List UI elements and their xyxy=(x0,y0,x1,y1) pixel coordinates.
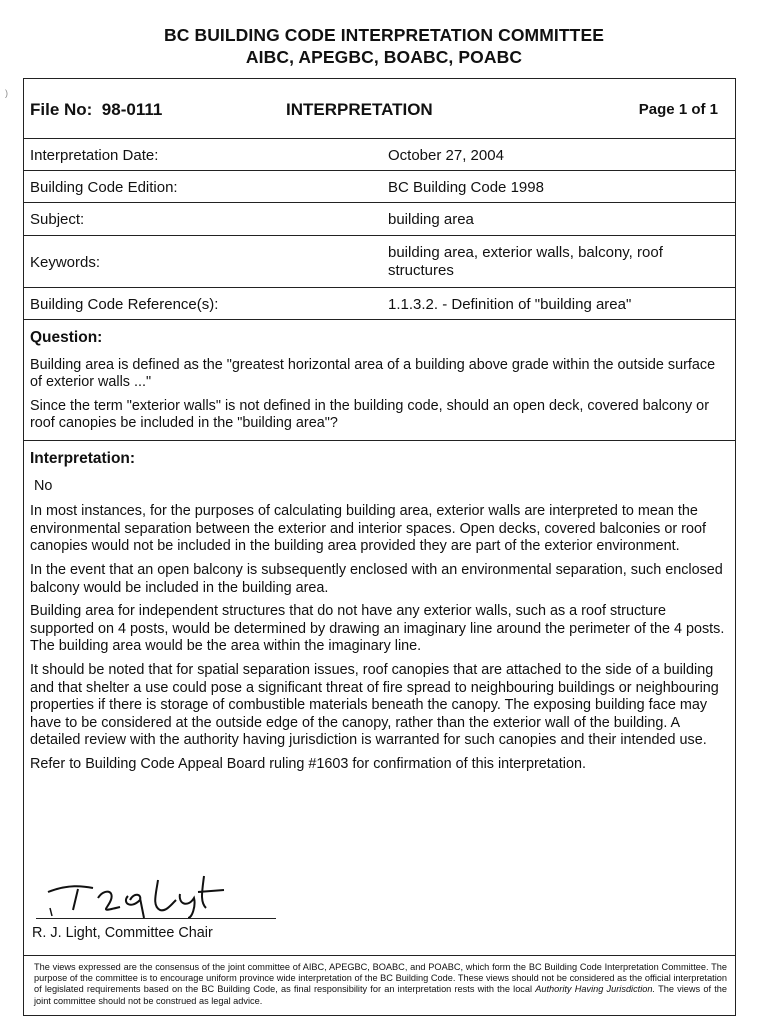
meta-row-reference xyxy=(24,288,735,320)
interpretation-paragraph: In the event that an open balcony is subsequently enclosed with an environmental separation, such enclosed balcony would be included in the building area. xyxy=(30,561,723,596)
meta-value: building area, exterior walls, balcony, roof structures xyxy=(388,244,663,279)
file-row xyxy=(24,79,735,139)
file-number xyxy=(30,100,162,120)
file-number-label: File No: xyxy=(30,100,93,119)
meta-label: Keywords: xyxy=(30,254,101,271)
meta-label: Building Code Edition: xyxy=(30,179,178,196)
question-paragraph: Building area is defined as the "greatest horizontal area of a building above grade within the outside surface of exterior walls ..." xyxy=(30,356,716,391)
meta-value: October 27, 2004 xyxy=(388,147,504,164)
interpretation-paragraph: It should be noted that for spatial separation issues, roof canopies that are attached to the side of a building and that shelter a use could pose a significant threat of fire spread to neighbouring buildings or neighbouring properties if there is storage of combustible materials beneath the canopy. The exposing building face may have to be considered at the outside edge of the canopy, rather than the exterior wall of the building. A detailed review with the authority having jurisdiction is warranted for such canopies and their intended use. xyxy=(30,661,719,749)
disclaimer-italic: Authority Having Jurisdiction. xyxy=(535,984,656,995)
meta-value: 1.1.3.2. - Definition of "building area" xyxy=(388,296,632,313)
meta-row-date xyxy=(24,139,735,171)
interpretation-paragraph: Refer to Building Code Appeal Board ruling #1603 for confirmation of this interpretation. xyxy=(30,755,586,772)
meta-table xyxy=(24,139,735,320)
handwritten-signature xyxy=(38,874,268,919)
meta-label: Subject: xyxy=(30,211,85,228)
question-heading: Question: xyxy=(30,329,103,346)
disclaimer xyxy=(24,955,735,1017)
meta-value: building area xyxy=(388,211,474,228)
meta-row-keywords xyxy=(24,236,735,288)
meta-value: BC Building Code 1998 xyxy=(388,179,544,196)
meta-label: Building Code Reference(s): xyxy=(30,296,219,313)
committee-title: BC BUILDING CODE INTERPRETATION COMMITTEE xyxy=(164,25,604,45)
section-divider xyxy=(24,440,735,441)
meta-label: Interpretation Date: xyxy=(30,147,159,164)
document-header xyxy=(0,24,768,68)
disclaimer-text: The views expressed are the consensus of the joint committee of AIBC, APEGBC, BOABC, and POABC, which form the BC Building Code Interpretation Committee. The purpose of the committee is to encourage uniform province wide interpretation of the BC Building Code. These views should not be considered as the official interpretation of legislated requirements based on the BC Building Code, as final responsibility for an interpretation rests with the local xyxy=(34,962,727,995)
margin-mark: ) xyxy=(5,88,8,98)
interpretation-answer: No xyxy=(34,477,53,494)
page-indicator: Page 1 of 1 xyxy=(638,101,718,118)
document-type-title: INTERPRETATION xyxy=(286,100,433,119)
disclaimer-text-end: The views of the joint committee should not be construed as legal advice. xyxy=(34,984,727,1006)
interpretation-heading: Interpretation: xyxy=(30,450,136,467)
meta-row-edition xyxy=(24,171,735,203)
interpretation-section xyxy=(30,450,727,780)
interpretation-form xyxy=(23,78,736,1016)
file-number-value: 98-0111 xyxy=(101,100,163,119)
meta-row-subject xyxy=(24,203,735,236)
question-section xyxy=(30,329,727,439)
interpretation-paragraph: In most instances, for the purposes of calculating building area, exterior walls are interpreted to mean the environmental separation between the exterior and interior spaces. Open decks, covered balconies or roof canopies would not be included in the building area provided they are part of the exterior environment. xyxy=(30,503,706,555)
committee-members: AIBC, APEGBC, BOABC, POABC xyxy=(245,47,523,67)
signature-line xyxy=(36,918,276,919)
signatory-name: R. J. Light, Committee Chair xyxy=(32,925,213,941)
question-paragraph: Since the term "exterior walls" is not defined in the building code, should an open deck, covered balcony or roof canopies be included in the "building area"? xyxy=(30,397,709,432)
interpretation-paragraph: Building area for independent structures that do not have any exterior walls, such as a roof structure supported on 4 posts, would be determined by drawing an imaginary line around the perimeter of the 4 posts. The building area would be the area within the imaginary line. xyxy=(30,603,725,655)
